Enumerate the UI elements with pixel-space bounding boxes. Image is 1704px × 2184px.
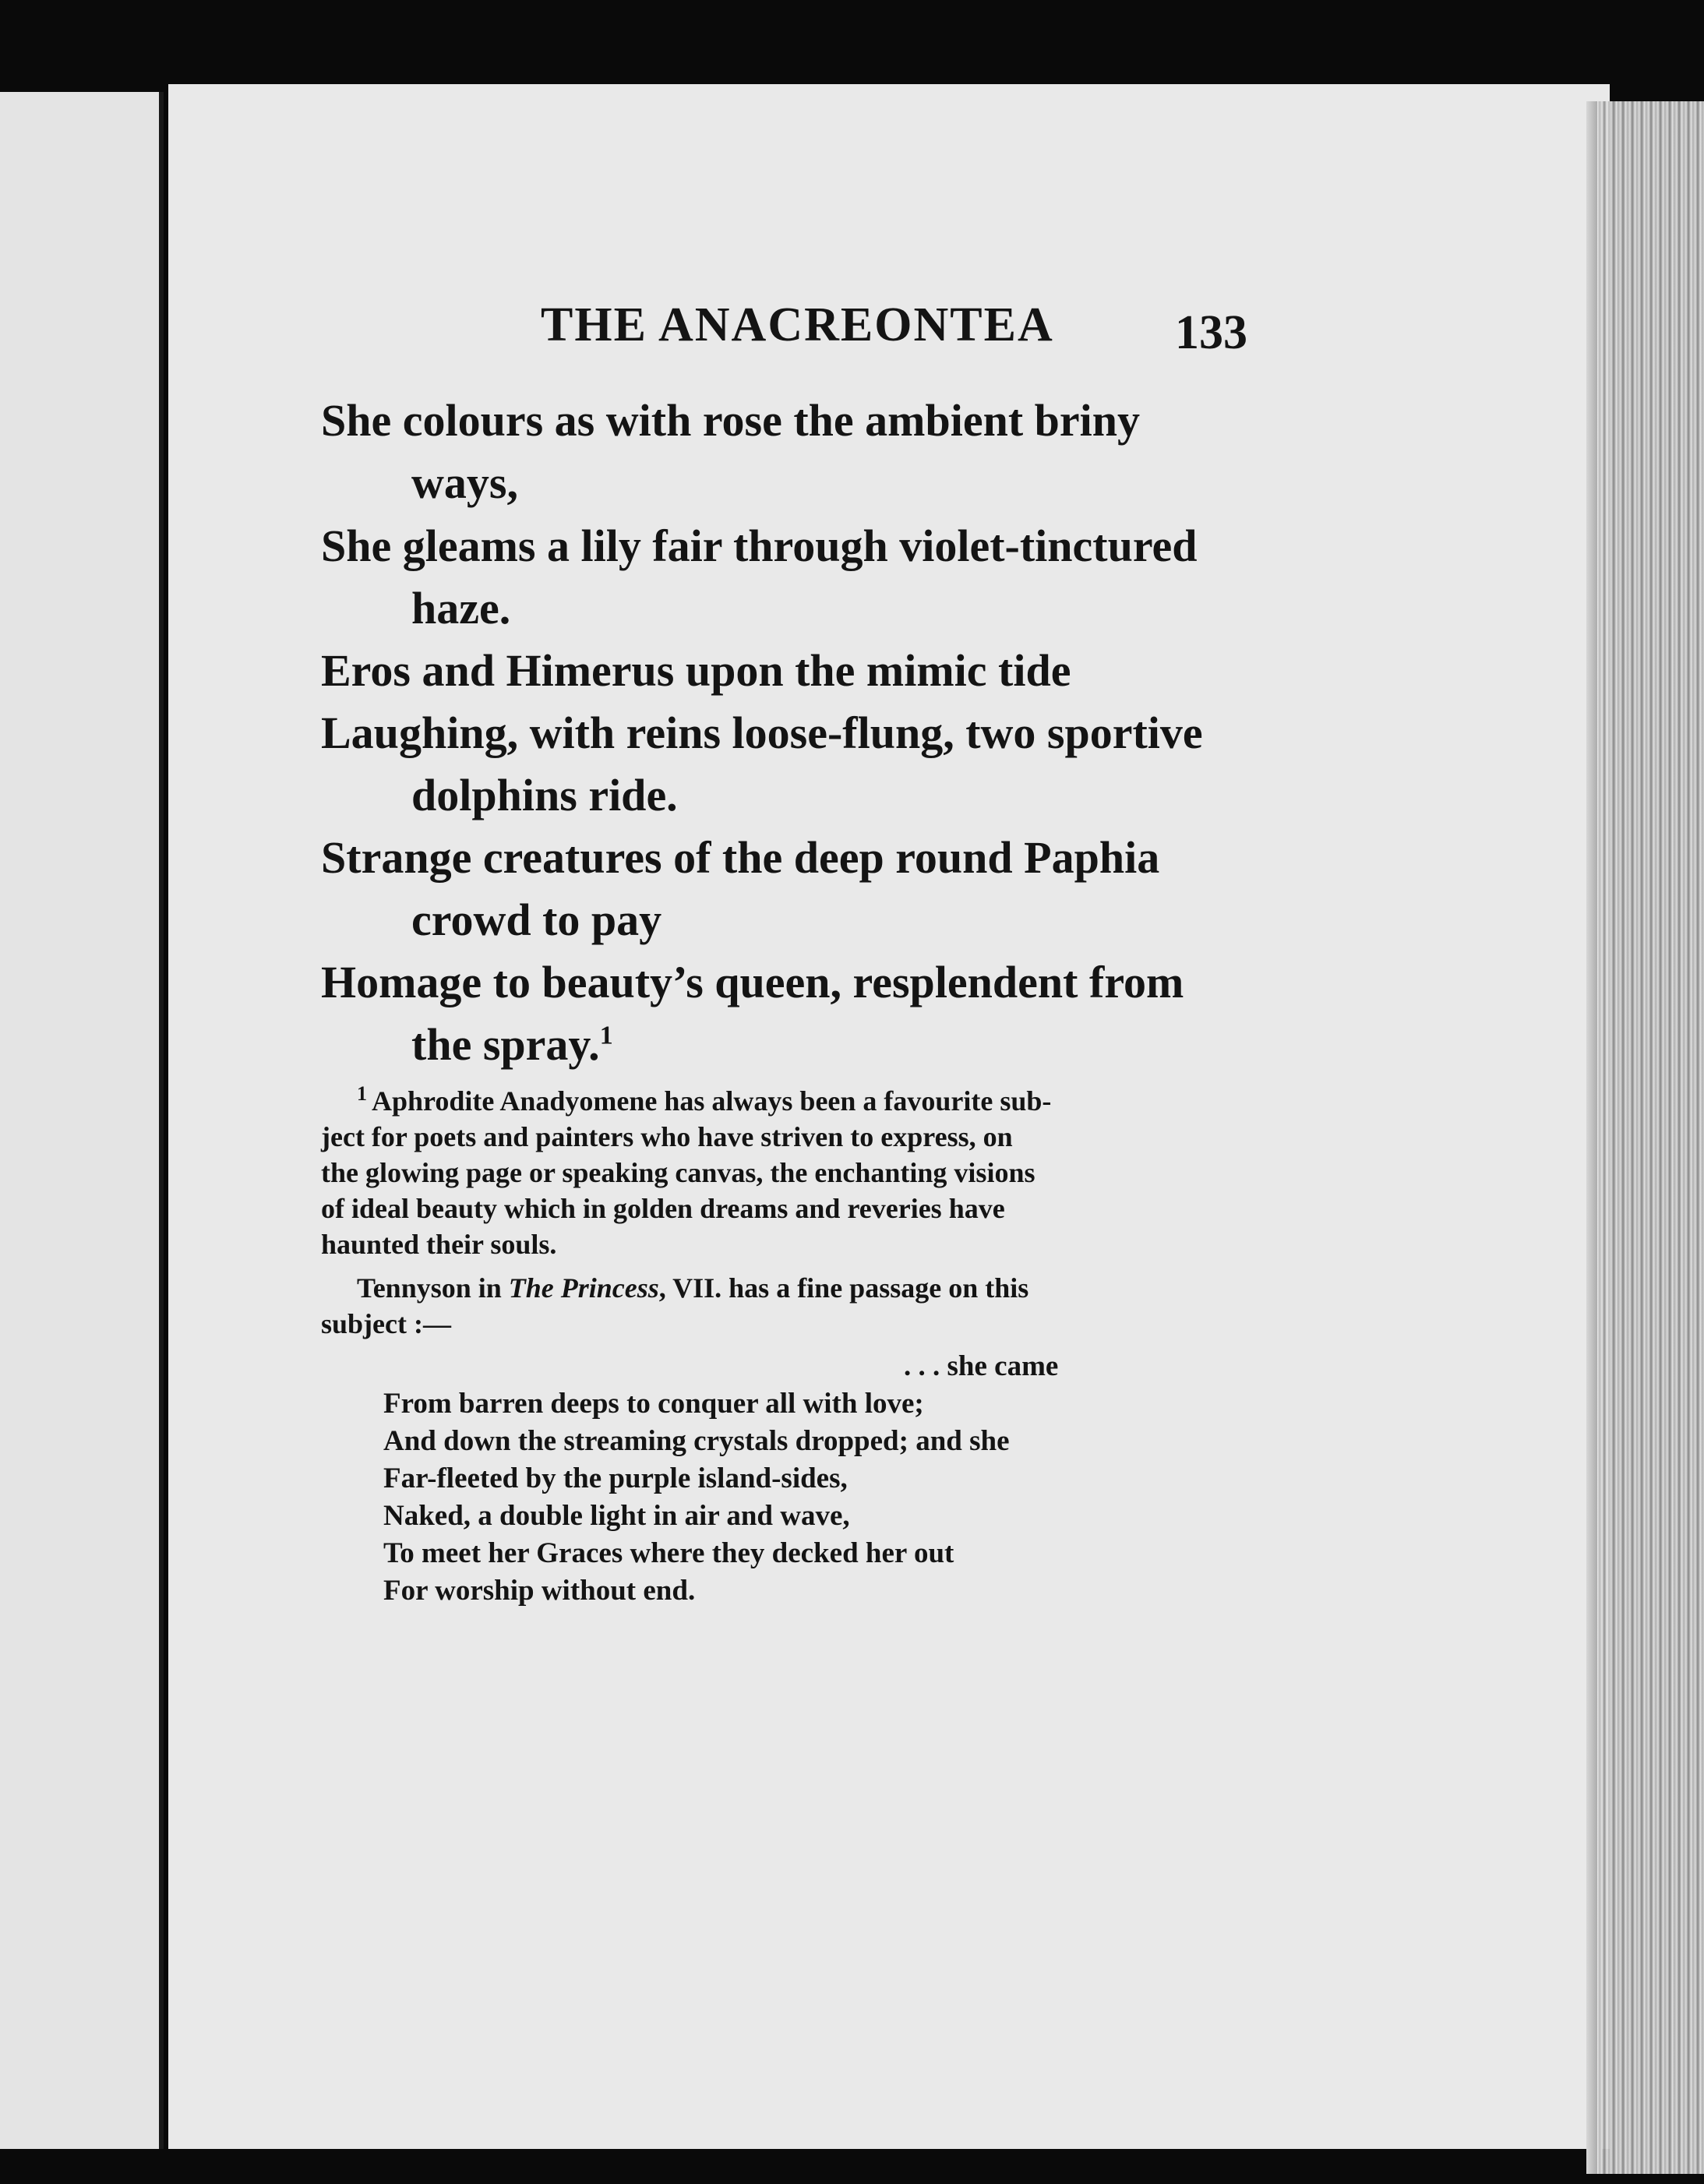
page-fore-edge [1597, 101, 1704, 2174]
footnote-text: Tennyson in [357, 1272, 509, 1304]
footnote-text: , VII. has a fine passage on this [658, 1272, 1029, 1304]
poem-line-text: the spray. [411, 1019, 600, 1070]
footnote-line [321, 1083, 1247, 1119]
poem-line: She colours as with rose the ambient briny [321, 395, 1141, 446]
quote-line: From barren deeps to conquer all with love; [383, 1388, 924, 1420]
quote-line: Far-fleeted by the purple island-sides, [383, 1462, 848, 1494]
footnote-line: ject for poets and painters who have striven to express, on [321, 1121, 1013, 1152]
footnote-line: haunted their souls. [321, 1229, 557, 1260]
quote-line: To meet her Graces where they decked her out [383, 1537, 954, 1569]
poem-line: haze. [411, 583, 511, 633]
poem-line: ways, [411, 457, 518, 508]
footnote-line: the glowing page or speaking canvas, the enchanting visions [321, 1157, 1035, 1188]
poem-line: crowd to pay [411, 894, 662, 945]
footnote-line: subject :— [321, 1308, 451, 1339]
page-number: 133 [1175, 306, 1247, 359]
quote-line: . . . she came [904, 1350, 1059, 1382]
poem [321, 390, 1247, 1076]
tennyson-quotation [383, 1348, 1240, 1610]
footnote-reference: 1 [599, 1021, 613, 1050]
footnote-line [321, 1270, 1247, 1306]
running-head: THE ANACREONTEA [541, 298, 1054, 351]
footnote-text: Aphrodite Anadyomene has always been a favourite sub- [372, 1085, 1052, 1117]
quote-line: Naked, a double light in air and wave, [383, 1500, 850, 1532]
quote-line: And down the streaming crystals dropped; and she [383, 1425, 1010, 1457]
poem-line: Laughing, with reins loose-flung, two sportive [321, 707, 1203, 758]
left-page-edge [0, 92, 164, 2149]
book-title: The Princess [508, 1272, 659, 1304]
poem-line: Eros and Himerus upon the mimic tide [321, 645, 1071, 696]
footnote-marker: 1 [357, 1082, 367, 1105]
poem-last-line [321, 1014, 1247, 1076]
poem-line: She gleams a lily fair through violet-tinctured [321, 520, 1198, 571]
poem-line: Strange creatures of the deep round Paphia [321, 832, 1160, 883]
poem-line: Homage to beauty’s queen, resplendent from [321, 957, 1184, 1007]
footnote-line: of ideal beauty which in golden dreams and reveries have [321, 1193, 1005, 1224]
poem-line: dolphins ride. [411, 770, 678, 820]
quote-line: For worship without end. [383, 1575, 696, 1607]
footnote [321, 1083, 1247, 1342]
